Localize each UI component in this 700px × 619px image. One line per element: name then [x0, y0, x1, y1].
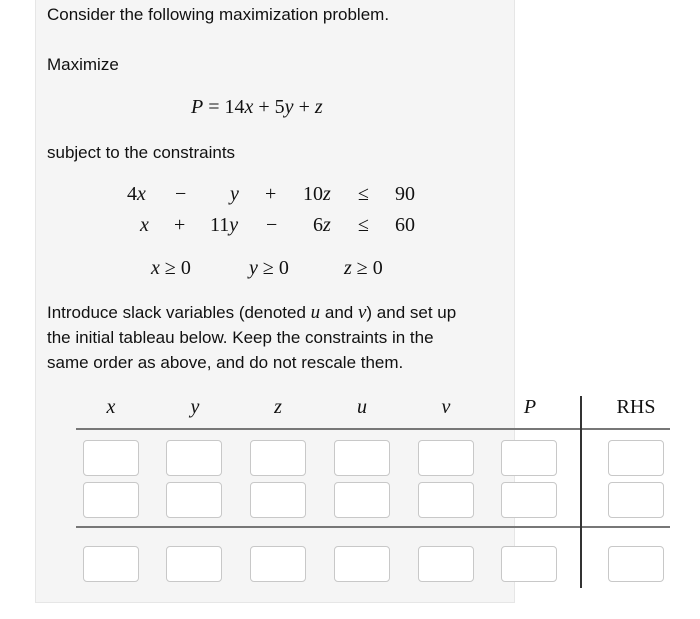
- nonneg-z-val: 0: [372, 257, 383, 279]
- tableau-header-p: P: [523, 396, 537, 418]
- instructions-text-b: ) and set up: [366, 303, 457, 322]
- tableau-cell-r3-x[interactable]: [83, 546, 139, 582]
- constraint-1-coef-z: 10: [303, 183, 323, 205]
- tableau-header-z: z: [274, 396, 282, 418]
- constraint-1-var-z: z: [323, 183, 331, 205]
- constraint-2-term-z: [313, 214, 331, 237]
- nonneg-x: [151, 257, 191, 280]
- constraint-2-relation: ≤: [358, 214, 369, 236]
- objective-coef-y: 5: [274, 96, 285, 118]
- constraint-1-rhs: 90: [395, 183, 415, 205]
- nonneg-y-val: 0: [278, 257, 289, 279]
- tableau-cell-r3-y[interactable]: [166, 546, 222, 582]
- tableau-cell-r1-p[interactable]: [501, 440, 557, 476]
- nonneg-x-val: 0: [180, 257, 191, 279]
- nonneg-x-var: x: [151, 257, 160, 279]
- objective-var-z: z: [314, 96, 323, 118]
- objective-var-y: y: [284, 96, 294, 118]
- constraint-2-term-x: [140, 214, 149, 237]
- constraint-2-var-x: x: [140, 214, 149, 236]
- constraint-2-var-y: y: [229, 214, 239, 236]
- constraint-1-term-z: [303, 183, 331, 206]
- constraint-1-op-1: −: [175, 183, 187, 205]
- tableau-cell-r1-rhs[interactable]: [608, 440, 664, 476]
- tableau-cell-r1-u[interactable]: [334, 440, 390, 476]
- maximize-label: Maximize: [47, 55, 119, 74]
- tableau-cell-r1-x[interactable]: [83, 440, 139, 476]
- instructions-text-a: Introduce slack variables (denoted: [47, 303, 311, 322]
- tableau-cell-r2-v[interactable]: [418, 482, 474, 518]
- constraint-2-op-1: +: [174, 214, 186, 236]
- constraint-1-term-y: [230, 183, 239, 206]
- objective-var-x: x: [244, 96, 254, 118]
- instructions-line-3: same order as above, and do not rescale them.: [47, 353, 404, 372]
- nonneg-z-rel: ≥: [356, 257, 368, 279]
- objective-lhs: P: [191, 96, 204, 118]
- tableau-cell-r1-z[interactable]: [250, 440, 306, 476]
- objective-eq: =: [208, 96, 220, 118]
- tableau-cell-r3-v[interactable]: [418, 546, 474, 582]
- constraint-1-var-y: y: [230, 183, 239, 205]
- tableau-header-x: x: [106, 396, 116, 418]
- instructions-line-1: [47, 300, 456, 325]
- instructions-and: and: [320, 303, 358, 322]
- tableau-header-rhs: RHS: [616, 396, 656, 418]
- nonneg-z: [344, 257, 383, 280]
- constraint-2-var-z: z: [323, 214, 331, 236]
- constraint-1-relation: ≤: [358, 183, 369, 205]
- objective-plus-2: +: [298, 96, 310, 118]
- tableau-header-y: y: [190, 396, 200, 418]
- constraint-2-term-y: [210, 214, 238, 237]
- tableau-cell-r3-u[interactable]: [334, 546, 390, 582]
- nonneg-y-rel: ≥: [262, 257, 274, 279]
- tableau-cell-r2-rhs[interactable]: [608, 482, 664, 518]
- constraint-1-var-x: x: [137, 183, 146, 205]
- constraint-1-term-x: [127, 183, 146, 206]
- objective-function: [191, 96, 323, 119]
- nonneg-y-var: y: [249, 257, 258, 279]
- tableau-cell-r2-y[interactable]: [166, 482, 222, 518]
- constraint-1-coef-x: 4: [127, 183, 137, 205]
- slack-var-u: u: [310, 302, 321, 323]
- constraint-2-op-2: −: [266, 214, 278, 236]
- tableau-cell-r3-p[interactable]: [501, 546, 557, 582]
- tableau-cell-r3-rhs[interactable]: [608, 546, 664, 582]
- tableau-cell-r1-v[interactable]: [418, 440, 474, 476]
- tableau-header-u: u: [357, 396, 367, 418]
- objective-coef-x: 14: [224, 96, 245, 118]
- intro-text: Consider the following maximization problem.: [47, 5, 390, 24]
- tableau-cell-r1-y[interactable]: [166, 440, 222, 476]
- slack-var-v: v: [357, 302, 367, 323]
- constraint-2-coef-z: 6: [313, 214, 323, 236]
- tableau-rhs-divider: [580, 396, 582, 588]
- constraint-2-coef-y: 11: [210, 214, 230, 236]
- constraint-1-op-2: +: [265, 183, 277, 205]
- tableau-cell-r2-u[interactable]: [334, 482, 390, 518]
- constraints-label: subject to the constraints: [47, 143, 236, 162]
- instructions-line-2: the initial tableau below. Keep the constraints in the: [47, 328, 434, 347]
- constraint-2-rhs: 60: [395, 214, 415, 236]
- tableau-cell-r2-p[interactable]: [501, 482, 557, 518]
- tableau-header-v: v: [441, 396, 451, 418]
- tableau-cell-r2-x[interactable]: [83, 482, 139, 518]
- tableau-cell-r2-z[interactable]: [250, 482, 306, 518]
- tableau-cell-r3-z[interactable]: [250, 546, 306, 582]
- nonneg-z-var: z: [344, 257, 352, 279]
- nonneg-x-rel: ≥: [164, 257, 176, 279]
- objective-plus-1: +: [258, 96, 270, 118]
- nonneg-y: [249, 257, 289, 280]
